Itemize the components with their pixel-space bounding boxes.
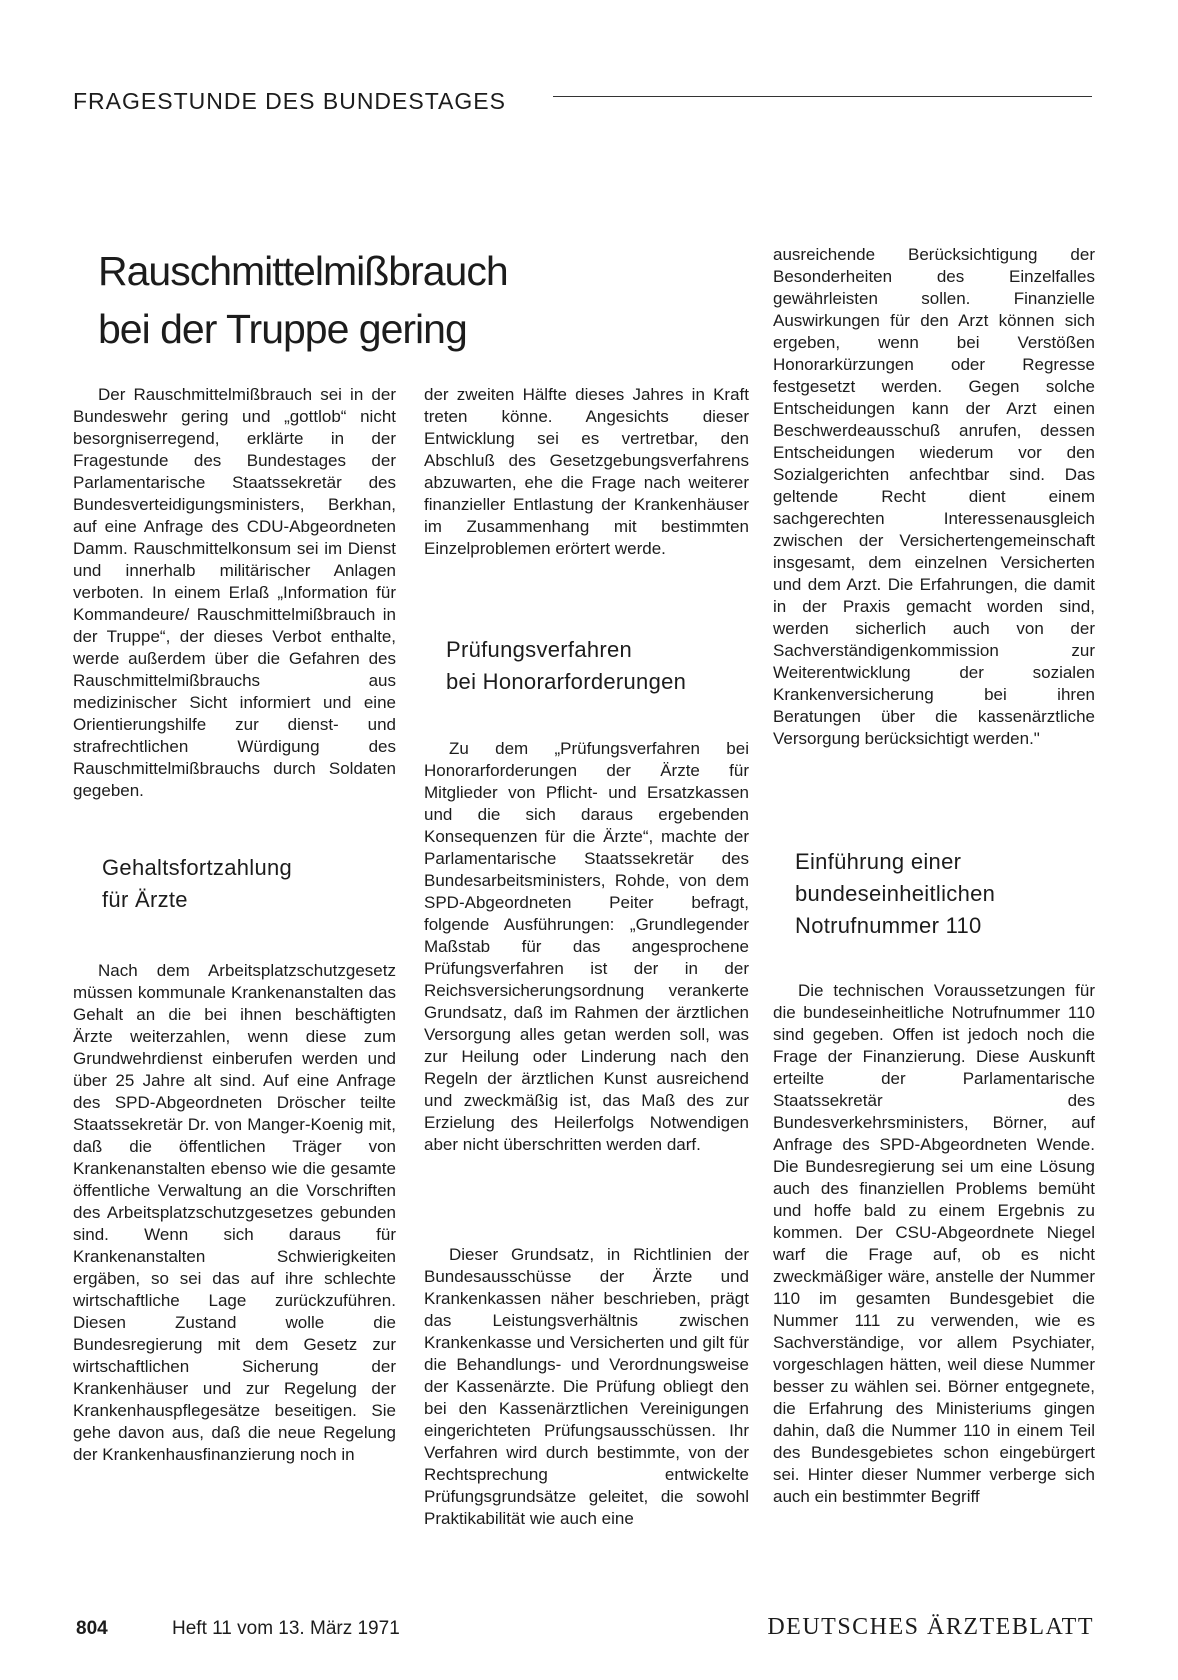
subheading-pruefung-line-2: bei Honorarforderungen (446, 669, 687, 694)
subheading-pruefung-line-1: Prüfungsverfahren (446, 637, 633, 662)
section-label: FRAGESTUNDE DES BUNDESTAGES (73, 88, 506, 114)
publication-name: DEUTSCHES ÄRZTEBLATT (767, 1614, 1094, 1640)
article-intro (73, 384, 396, 802)
article-pruefung-continued (773, 244, 1095, 750)
subheading-pruefung (446, 634, 686, 698)
pruefung-paragraph-2: Dieser Grundsatz, in Richtlinien der Bundesausschüsse der Ärzte und Krankenkassen näher beschrieben, prägt das Leistungsverhältnis zwischen Krankenkasse und Versicherten und gilt für die Behandlungs- und Verordnungsweise der Kassenärzte. Die Prüfung obliegt den bei den Kassenärztlichen Vereinigungen eingerichteten Prüfungsausschüssen. Ihr Verfahren wird durch bestimmte, von der Rechtsprechung entwickelte Prüfungsgrundsätze geleitet, die sowohl Praktikabilität wie auch eine (424, 1245, 749, 1528)
headline-line-1: Rauschmittelmißbrauch (98, 248, 508, 294)
page-number: 804 (76, 1618, 108, 1639)
pruefung-paragraph-continued: ausreichende Berücksichtigung der Besonderheiten des Einzelfalles gewährleisten sollen. Finanzielle Auswirkungen für den Arzt können sich ergeben, wenn bei Verstößen Honorarkürzungen oder Regresse festgesetzt werden. Gegen solche Entscheidungen kann der Arzt einen Beschwerdeausschuß anrufen, dessen Entscheidungen wiederum vor den Sozialgerichten anfechtbar sind. Das geltende Recht dient einem sachgerechten Interessenausgleich zwischen der Versichertengemeinschaft insgesamt, dem einzelnen Versicherten und dem Arzt. Die Erfahrungen, die damit in der Praxis gemacht worden sind, werden sicherlich auch von der Sachverständigenkommission zur Weiterentwicklung der sozialen Krankenversicherung bei ihren Beratungen über die kassenärztliche Versorgung berücksichtigt werden." (773, 245, 1095, 748)
notruf-paragraph: Die technischen Voraussetzungen für die bundeseinheitliche Notrufnummer 110 sind gegeben. Offen ist jedoch noch die Frage der Finanzierung. Diese Auskunft erteilte der Parlamentarische Staatssekretär des Bundesverkehrsministers, Börner, auf Anfrage des SPD-Abgeordneten Wende. Die Bundesregierung sei um eine Lösung auch des finanziellen Problems bemüht und hoffe bald zu einem Ergebnis zu kommen. Der CSU-Abgeordnete Niegel warf die Frage auf, ob es nicht zweckmäßiger wäre, anstelle der Nummer 110 im gesamten Bundesgebiet die Nummer 111 zu verwenden, wie es Sachverständige, vor allem Psychiater, vorgeschlagen hätten, weil diese Nummer besser zu wählen sei. Börner entgegnete, die Erfahrung des Ministeriums gingen dahin, daß die Nummer 110 in einem Teil des Bundesgebietes schon eingebürgert sei. Hinter dieser Nummer verberge sich auch ein bestimmter Begriff (773, 981, 1095, 1506)
subheading-notruf-line-1: Einführung einer (795, 849, 962, 874)
article-notruf (773, 980, 1095, 1508)
gehalt-paragraph-continued: der zweiten Hälfte dieses Jahres in Kraft treten könne. Angesichts dieser Entwicklung sei es vertretbar, den Abschluß des Gesetzgebungsverfahrens abzuwarten, ehe die Frage nach weiterer finanzieller Entlastung der Krankenhäuser im Zusammenhang mit bestimmten Einzelproblemen erörtert werde. (424, 385, 749, 558)
subheading-notruf (795, 846, 995, 942)
gehalt-paragraph: Nach dem Arbeitsplatzschutzgesetz müssen kommunale Krankenanstalten das Gehalt an die bei ihnen beschäftigten Ärzte weiterzahlen, wenn diese zum Grundwehrdienst einberufen werden und über 25 Jahre alt sind. Auf eine Anfrage des SPD-Abgeordneten Dröscher teilte Staatssekretär Dr. von Manger-Koenig mit, daß die öffentlichen Träger von Krankenanstalten ebenso wie die gesamte öffentliche Verwaltung an die Vorschriften des Arbeitsplatzschutzgesetzes gebunden sind. Wenn sich daraus für Krankenanstalten Schwierigkeiten ergäben, so sei das auf ihre schlechte wirtschaftliche Lage zurückzuführen. Diesen Zustand wolle die Bundesregierung mit dem Gesetz zur wirtschaftlichen Sicherung der Krankenhäuser und zur Regelung der Krankenhauspflegesätze beseitigen. Sie gehe davon aus, daß die neue Regelung der Krankenhausfinanzierung noch in (73, 961, 396, 1464)
subheading-gehalt-line-2: für Ärzte (102, 887, 188, 912)
article-gehalt (73, 960, 396, 1466)
intro-paragraph: Der Rauschmittelmißbrauch sei in der Bundeswehr gering und „gottlob“ nicht besorgniserregend, erklärte in der Fragestunde des Bundestages der Parlamentarische Staatssekretär des Bundesverteidigungsministers, Berkhan, auf eine Anfrage des CDU-Abgeordneten Damm. Rauschmittelkonsum sei im Dienst und innerhalb militärischer Anlagen verboten. In einem Erlaß „Information für Kommandeure/ Rauschmittelmißbrauch in der Truppe“, der dieses Verbot enthalte, werde außerdem über die Gefahren des Rauschmittelmißbrauchs aus medizinischer Sicht informiert und eine Orientierungshilfe zur dienst- und strafrechtlichen Würdigung des Rauschmittelmißbrauchs durch Soldaten gegeben. (73, 385, 396, 800)
article-gehalt-continued (424, 384, 749, 560)
subheading-gehalt (102, 852, 292, 916)
subheading-notruf-line-2: bundeseinheitlichen (795, 881, 996, 906)
article-pruefung (424, 738, 749, 1156)
header-rule (553, 96, 1092, 97)
pruefung-paragraph-1: Zu dem „Prüfungsverfahren bei Honorarforderungen der Ärzte für Mitglieder von Pflicht- und Ersatzkassen und die sich daraus ergebenden Konsequenzen für die Ärzte“, machte der Parlamentarische Staatssekretär des Bundesarbeitsministers, Rohde, von dem SPD-Abgeordneten Peiter befragt, folgende Ausführungen: „Grundlegender Maßstab für das angesprochene Prüfungsverfahren ist der in der Reichsversicherungsordnung verankerte Grundsatz, daß im Rahmen der ärztlichen Versorgung alles getan werden soll, was zur Heilung oder Linderung nach den Regeln der ärztlichen Kunst ausreichend und zweckmäßig ist, das Maß des zur Erzielung des Heilerfolgs Notwendigen aber nicht überschritten werden darf. (424, 739, 749, 1154)
headline-line-2: bei der Truppe gering (98, 306, 467, 352)
article-pruefung-part-2 (424, 1244, 749, 1530)
issue-info: Heft 11 vom 13. März 1971 (172, 1618, 400, 1639)
subheading-gehalt-line-1: Gehaltsfortzahlung (102, 855, 293, 880)
subheading-notruf-line-3: Notrufnummer 110 (795, 913, 982, 938)
page-title (98, 242, 618, 358)
